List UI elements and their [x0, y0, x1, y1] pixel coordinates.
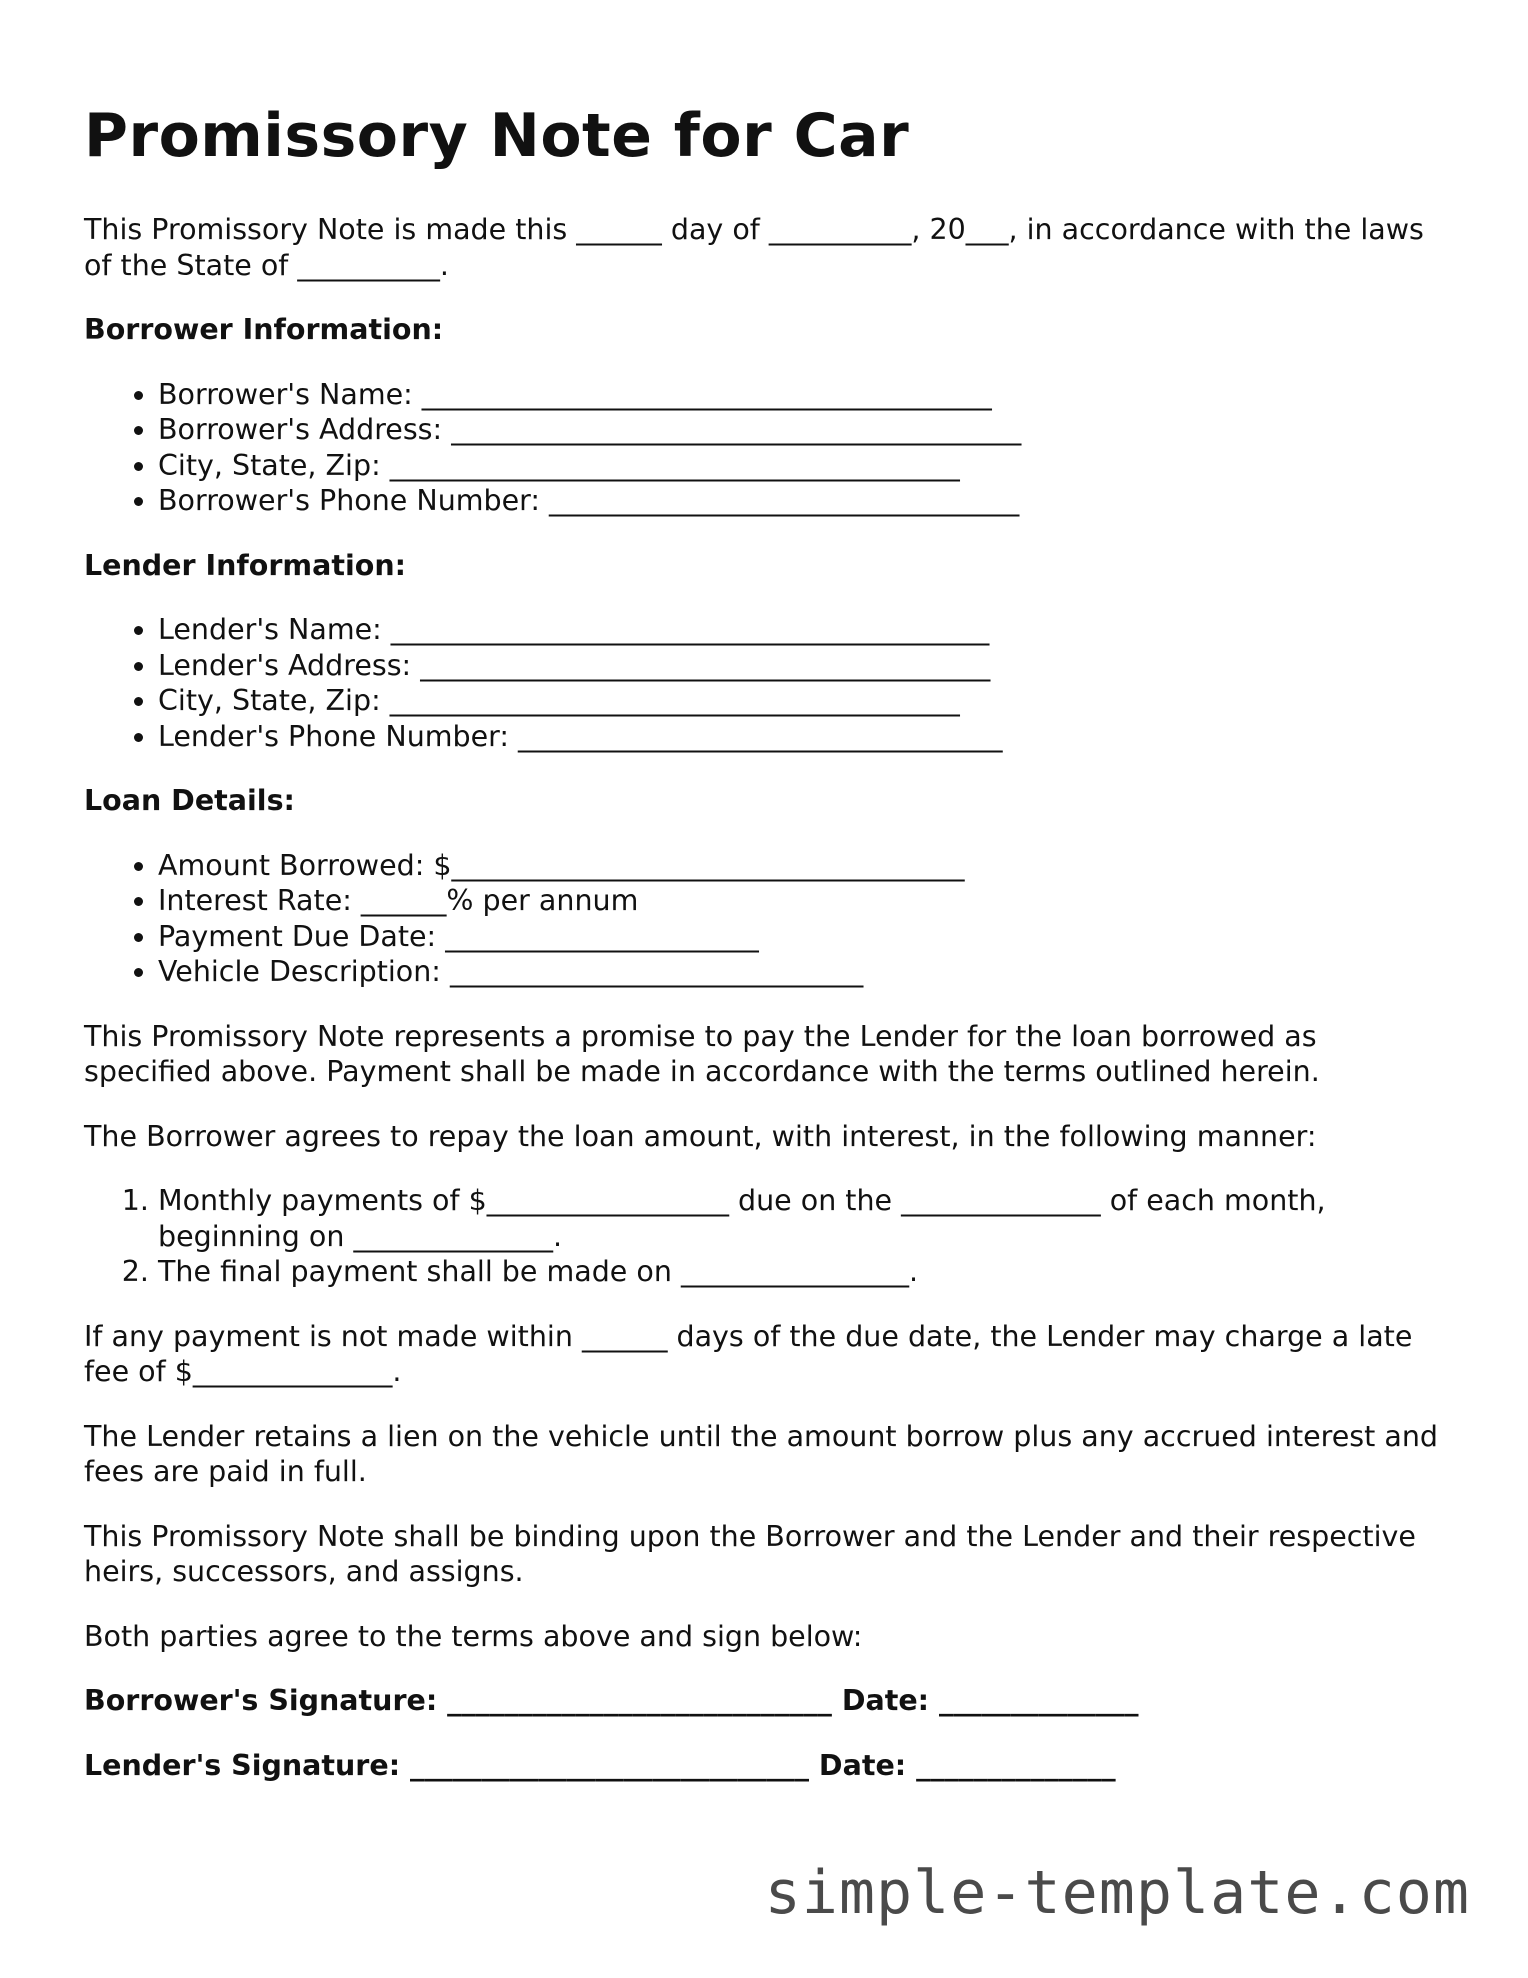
borrower-info-heading: Borrower Information: [84, 313, 444, 346]
vehicle-description-item: • Vehicle Description: _____________________________ [158, 954, 1444, 990]
loan-details-list [84, 848, 1444, 990]
lender-info-heading: Lender Information: [84, 548, 407, 582]
repayment-intro: The Borrower agrees to repay the loan amount, with interest, in the following manner: [84, 1119, 1317, 1153]
lender-address-item: • Lender's Address: ________________________________________ [158, 648, 1444, 684]
lender-info-list [84, 612, 1444, 754]
lender-phone-item: • Lender's Phone Number: __________________________________ [158, 719, 1444, 755]
late-fee-paragraph: If any payment is not made within ______ days of the due date, the Lender may charge a late fee of $______________. [84, 1319, 1413, 1388]
borrower-name-item: • Borrower's Name: ________________________________________ [158, 377, 1444, 413]
borrower-info-list [84, 377, 1444, 519]
borrower-address-item: • Borrower's Address: ________________________________________ [158, 412, 1444, 448]
loan-details-heading: Loan Details: [84, 784, 295, 817]
borrower-phone-item: • Borrower's Phone Number: _________________________________ [158, 483, 1444, 519]
lender-signature-line: Lender's Signature: ____________________________ Date: ______________ [84, 1748, 1116, 1782]
watermark: simple-template.com [764, 1858, 1470, 1928]
interest-rate-item: • Interest Rate: ______% per annum [158, 883, 1444, 919]
repayment-list [84, 1183, 1444, 1290]
monthly-payments-item: 1. Monthly payments of $_________________ due on the ______________ of each month, beginning on ______________. [158, 1183, 1444, 1254]
document-page [84, 100, 1444, 1812]
lender-name-item: • Lender's Name: __________________________________________ [158, 612, 1444, 648]
borrower-signature-line: Borrower's Signature: ___________________________ Date: ______________ [84, 1684, 1139, 1717]
intro-paragraph: This Promissory Note is made this ______ day of __________, 20___, in accordance with the laws of the State of __________. [84, 213, 1424, 282]
agreement-paragraph: Both parties agree to the terms above and sign below: [84, 1619, 863, 1653]
payment-due-date-item: • Payment Due Date: ______________________ [158, 919, 1444, 955]
lien-paragraph: The Lender retains a lien on the vehicle until the amount borrow plus any accrued interest and fees are paid in full. [84, 1419, 1438, 1488]
amount-borrowed-item: • Amount Borrowed: $____________________________________ [158, 848, 1444, 884]
binding-paragraph: This Promissory Note shall be binding upon the Borrower and the Lender and their respective heirs, successors, and assigns. [84, 1519, 1416, 1588]
lender-city-state-zip-item: • City, State, Zip: ________________________________________ [158, 683, 1444, 719]
borrower-city-state-zip-item: • City, State, Zip: ________________________________________ [158, 448, 1444, 484]
promise-paragraph: This Promissory Note represents a promise to pay the Lender for the loan borrowed as specified above. Payment shall be made in accordance with the terms outlined herein. [84, 1019, 1320, 1088]
document-title: Promissory Note for Car [84, 101, 910, 171]
final-payment-item: 2. The final payment shall be made on ________________. [158, 1254, 1444, 1290]
